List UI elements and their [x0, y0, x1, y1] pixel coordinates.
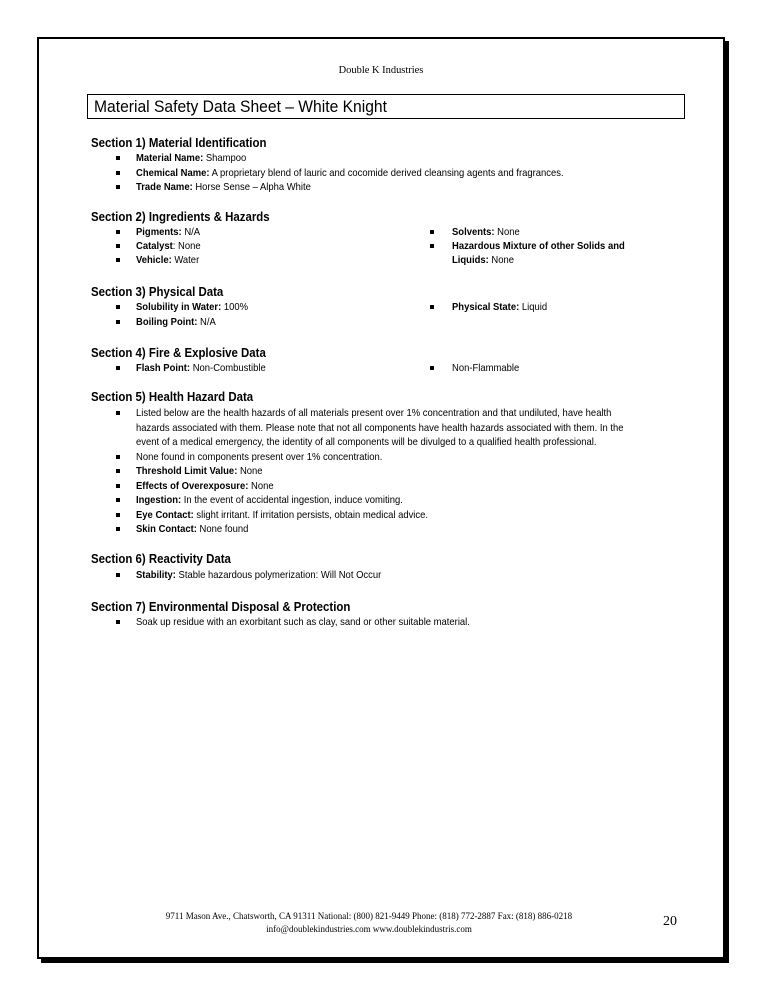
bullet-icon	[116, 185, 120, 189]
bullet-icon	[116, 156, 120, 160]
chemical-name-item: Chemical Name: A proprietary blend of lauric and cocomide derived cleansing agents and fragrances.	[136, 167, 564, 179]
page-number: 20	[663, 914, 677, 929]
document-title: Material Safety Data Sheet – White Knight	[94, 97, 387, 116]
company-name: Double K Industries	[338, 64, 424, 76]
bullet-icon	[430, 230, 434, 234]
no-components-item: None found in components present over 1% concentration.	[136, 451, 383, 463]
solubility-item: Solubility in Water: 100%	[136, 301, 249, 313]
overexposure-item: Effects of Overexposure: None	[136, 480, 274, 492]
hazardous-mixture-item: Hazardous Mixture of other Solids and	[452, 240, 625, 252]
section-2-title: Section 2) Ingredients & Hazards	[91, 209, 270, 224]
flammability-item: Non-Flammable	[452, 362, 520, 374]
flash-point-item: Flash Point: Non-Combustible	[136, 362, 266, 374]
health-hazard-paragraph-line: Listed below are the health hazards of all materials present over 1% concentration and that undiluted, have health	[136, 407, 612, 419]
material-name-item: Material Name: Shampoo	[136, 152, 247, 164]
pigments-item: Pigments: N/A	[136, 226, 201, 238]
skin-contact-item: Skin Contact: None found	[136, 523, 249, 535]
bullet-icon	[430, 366, 434, 370]
physical-state-item: Physical State: Liquid	[452, 301, 548, 313]
solvents-item: Solvents: None	[452, 226, 520, 238]
bullet-icon	[116, 320, 120, 324]
disposal-item: Soak up residue with an exorbitant such as clay, sand or other suitable material.	[136, 616, 470, 628]
document-page	[37, 37, 725, 959]
bullet-icon	[116, 484, 120, 488]
bullet-icon	[116, 366, 120, 370]
title-box	[87, 94, 685, 119]
bullet-icon	[116, 469, 120, 473]
section-6-title: Section 6) Reactivity Data	[91, 551, 231, 566]
bullet-icon	[116, 620, 120, 624]
bullet-icon	[116, 573, 120, 577]
footer-contact: info@doublekindustries.com www.doublekindustris.com	[266, 924, 472, 934]
bullet-icon	[116, 513, 120, 517]
section-7-title: Section 7) Environmental Disposal & Protection	[91, 599, 351, 614]
trade-name-item: Trade Name: Horse Sense – Alpha White	[136, 181, 311, 193]
boiling-point-item: Boiling Point: N/A	[136, 316, 216, 328]
health-hazard-paragraph-line: event of a medical emergency, the identity of all components will be divulged to a qualified health professional.	[136, 436, 597, 448]
bullet-icon	[116, 455, 120, 459]
bullet-icon	[116, 230, 120, 234]
bullet-icon	[116, 411, 120, 415]
bullet-icon	[430, 244, 434, 248]
ingestion-item: Ingestion: In the event of accidental ingestion, induce vomiting.	[136, 494, 403, 506]
health-hazard-paragraph-line: hazards associated with them. Please note that not all components have health hazards associated with them. In the	[136, 421, 624, 434]
bullet-icon	[116, 305, 120, 309]
footer-address: 9711 Mason Ave., Chatsworth, CA 91311 National: (800) 821-9449 Phone: (818) 772-2887 Fax: (818) 886-0218	[165, 911, 573, 921]
vehicle-item: Vehicle: Water	[136, 254, 200, 266]
bullet-icon	[116, 244, 120, 248]
section-5-title: Section 5) Health Hazard Data	[91, 389, 254, 404]
bullet-icon	[116, 171, 120, 175]
section-4-title: Section 4) Fire & Explosive Data	[91, 345, 266, 360]
section-1-title: Section 1) Material Identification	[91, 135, 267, 150]
bullet-icon	[116, 527, 120, 531]
bullet-icon	[116, 258, 120, 262]
catalyst-item: Catalyst: None	[136, 240, 201, 252]
stability-item: Stability: Stable hazardous polymerization: Will Not Occur	[136, 569, 382, 581]
eye-contact-item: Eye Contact: slight irritant. If irritation persists, obtain medical advice.	[136, 509, 429, 521]
bullet-icon	[116, 498, 120, 502]
bullet-icon	[430, 305, 434, 309]
threshold-limit-item: Threshold Limit Value: None	[136, 465, 263, 477]
hazardous-mixture-item-cont: Liquids: None	[452, 254, 514, 266]
section-3-title: Section 3) Physical Data	[91, 284, 224, 299]
